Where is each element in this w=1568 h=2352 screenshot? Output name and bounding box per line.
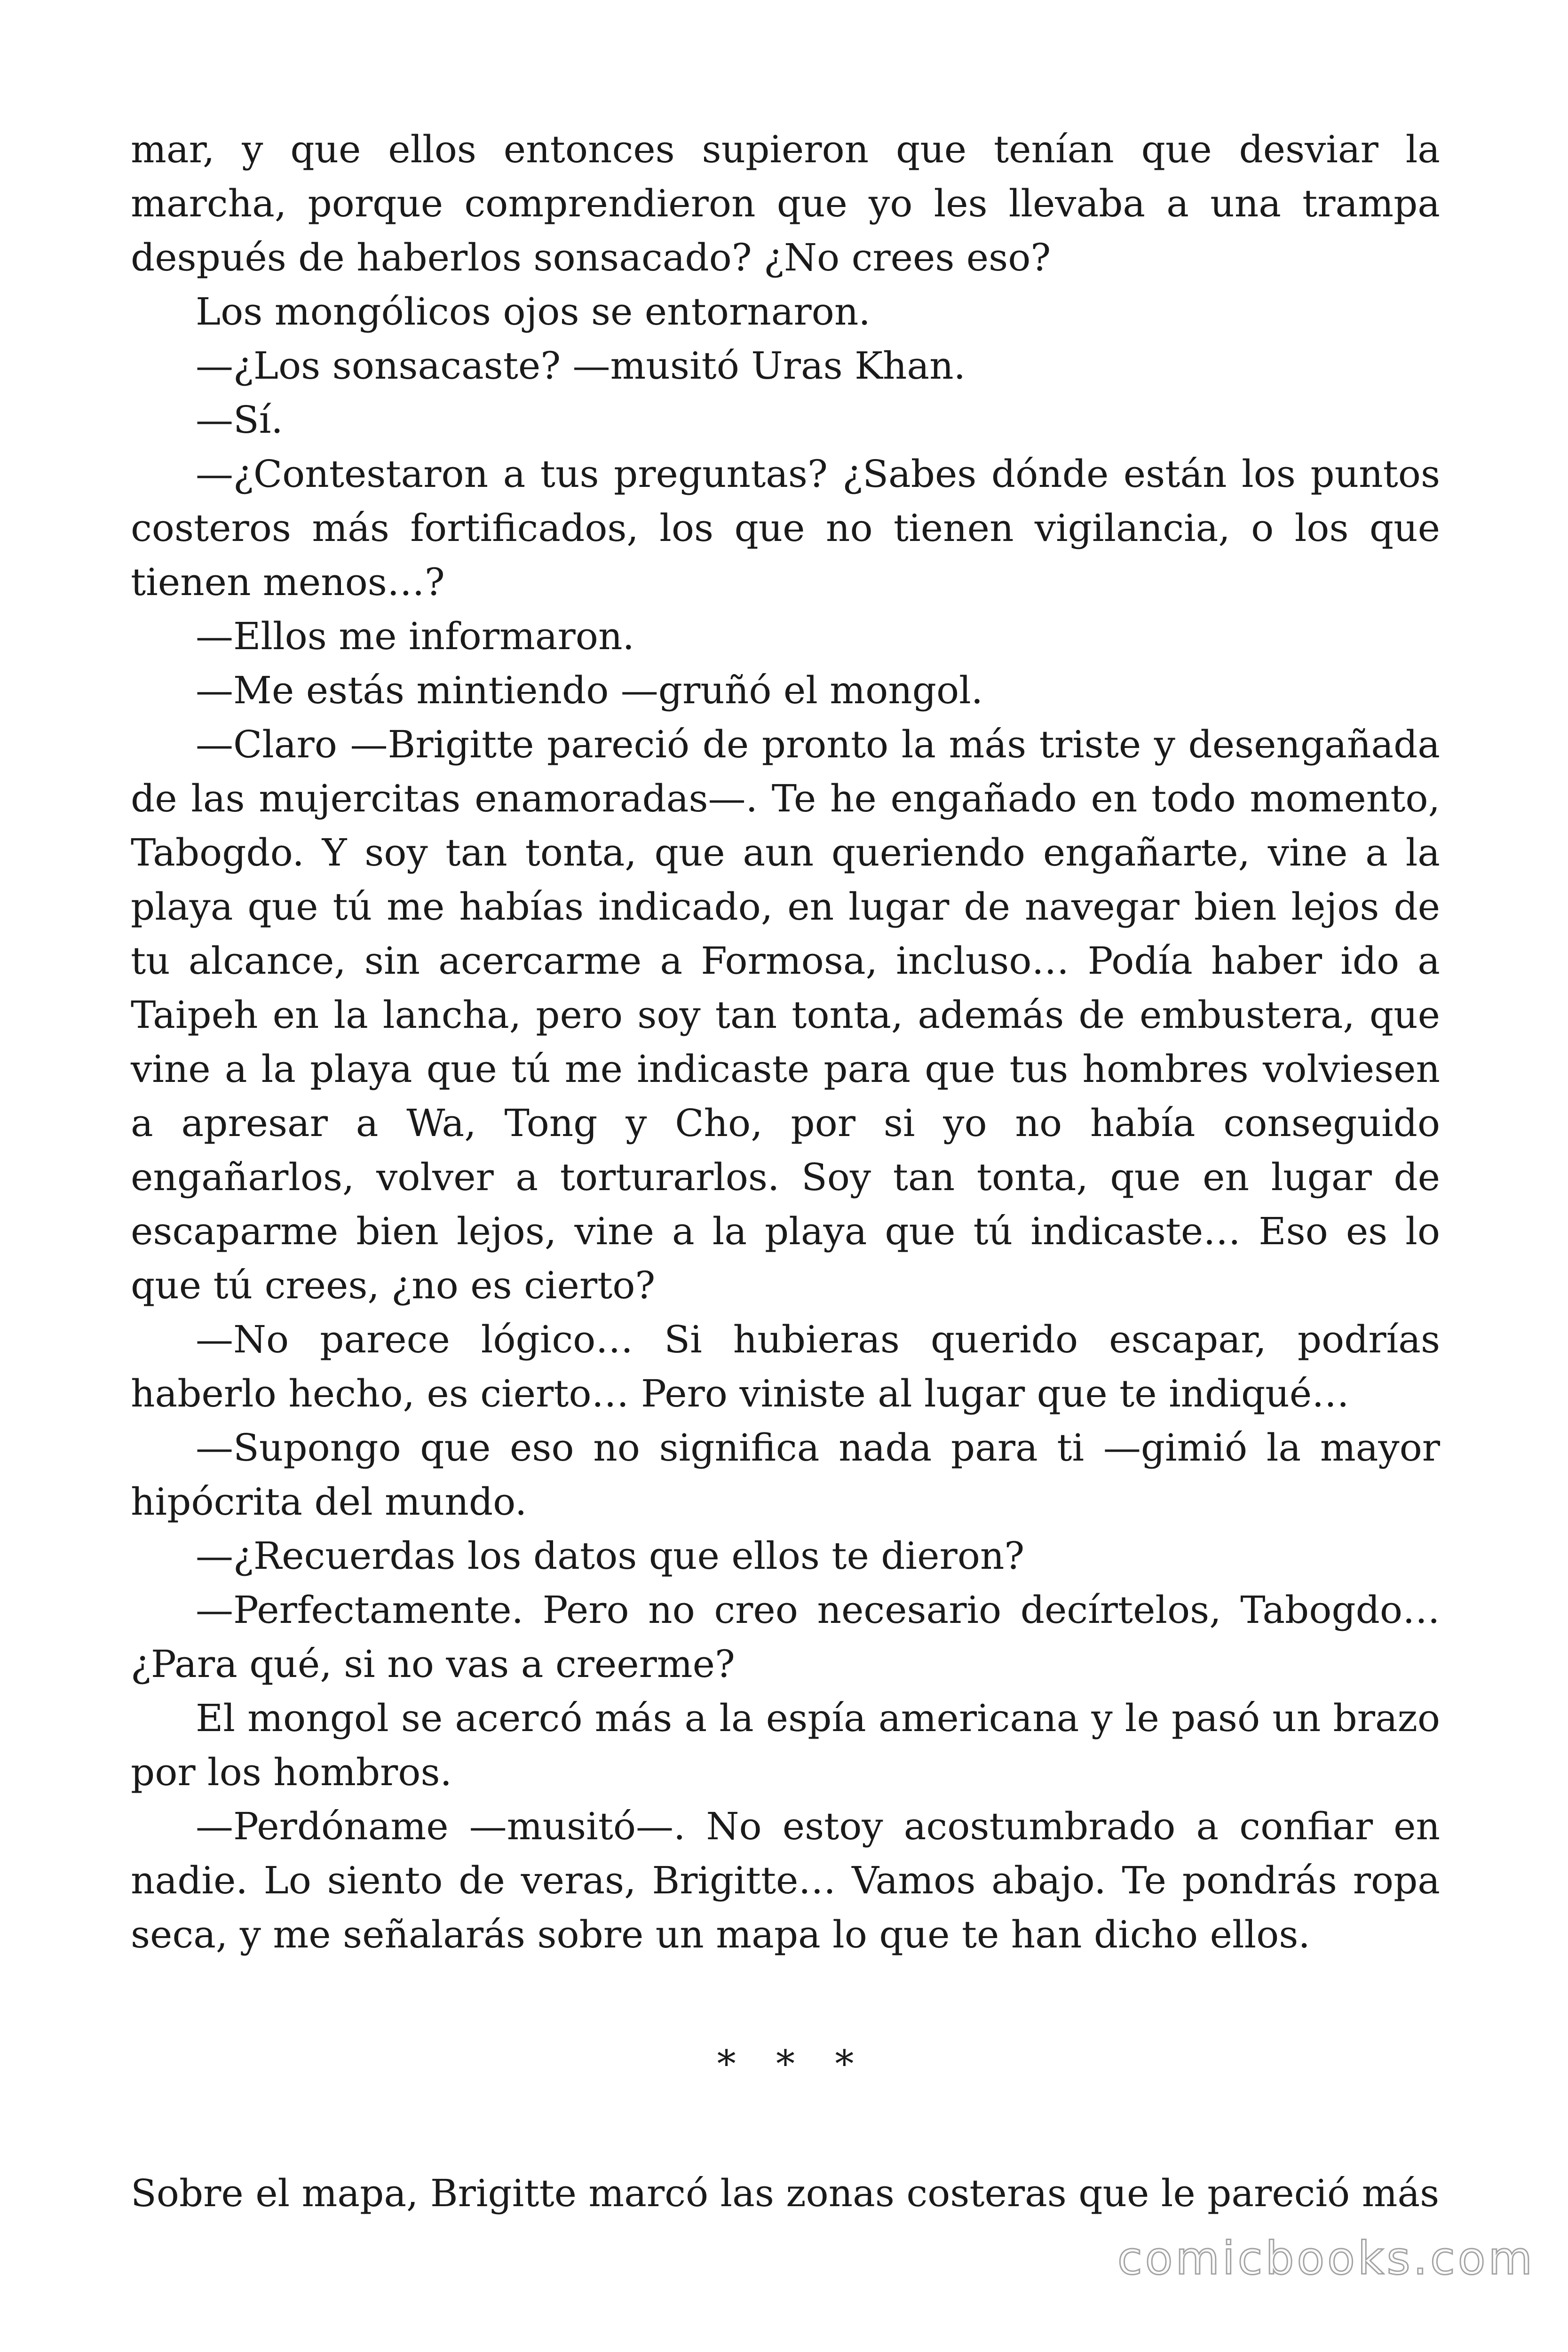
dialogue-line: —Perfectamente. Pero no creo necesario decírtelos, Tabogdo… ¿Para qué, si no vas a creerme? <box>131 1588 1440 1686</box>
scene-break: * * * <box>717 2042 868 2086</box>
dialogue-line: —Perdóname —musitó—. No estoy acostumbrado a confiar en nadie. Lo siento de veras, Brigitte… Vamos abajo. Te pondrás ropa seca, y me señalarás sobre un mapa lo que te han dicho ellos. <box>131 1804 1440 1956</box>
paragraph: El mongol se acercó más a la espía americana y le pasó un brazo por los hombros. <box>131 1696 1440 1794</box>
dialogue-line: —Me estás mintiendo —gruñó el mongol. <box>196 668 983 712</box>
dialogue-line: —Sí. <box>196 398 283 442</box>
dialogue-line: —¿Los sonsacaste? —musitó Uras Khan. <box>196 344 966 388</box>
watermark-logo: comicbooks.com <box>1117 2232 1535 2285</box>
paragraph: Los mongólicos ojos se entornaron. <box>196 290 871 334</box>
dialogue-line: —¿Contestaron a tus preguntas? ¿Sabes dónde están los puntos costeros más fortificados, los que no tienen vigilancia, o los que tienen menos…? <box>131 452 1440 604</box>
dialogue-line: —¿Recuerdas los datos que ellos te dieron? <box>196 1534 1025 1578</box>
paragraph-continuation: mar, y que ellos entonces supieron que tenían que desviar la marcha, porque comprendieron que yo les llevaba a una trampa después de haberlos sonsacado? ¿No crees eso? <box>131 127 1440 279</box>
dialogue-line: —Claro —Brigitte pareció de pronto la más triste y desengañada de las mujercitas enamoradas—. Te he engañado en todo momento, Tabogdo. Y soy tan tonta, que aun queriendo engañarte, vine a la playa que tú me habías indicado, en lugar de navegar bien lejos de tu alcance, sin acercarme a Formosa, incluso… Podía haber ido a Taipeh en la lancha, pero soy tan tonta, además de embustera, que vine a la playa que tú me indicaste para que tus hombres volviesen a apresar a Wa, Tong y Cho, por si yo no había conseguido engañarlos, volver a torturarlos. Soy tan tonta, que en lugar de escaparme bien lejos, vine a la playa que tú indicaste… Eso es lo que tú crees, ¿no es cierto? <box>131 723 1440 1307</box>
dialogue-line: —Supongo que eso no significa nada para ti —gimió la mayor hipócrita del mundo. <box>131 1426 1440 1524</box>
paragraph-after-break: Sobre el mapa, Brigitte marcó las zonas costeras que le pareció más <box>131 2171 1440 2215</box>
dialogue-line: —Ellos me informaron. <box>196 614 634 658</box>
page-body <box>131 122 1440 2220</box>
dialogue-line: —No parece lógico… Si hubieras querido escapar, podrías haberlo hecho, es cierto… Pero viniste al lugar que te indiqué… <box>131 1318 1440 1415</box>
